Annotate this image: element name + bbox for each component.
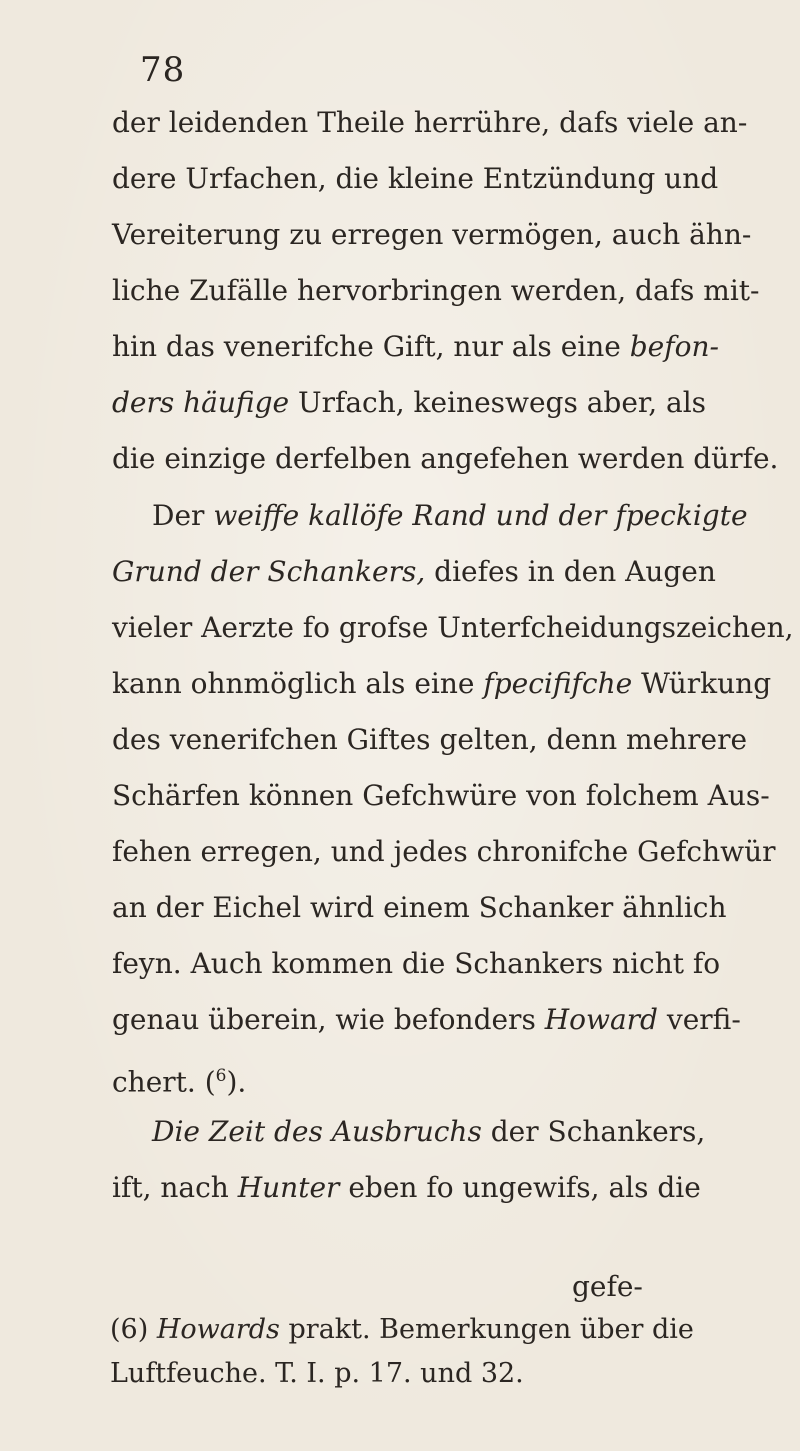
text-segment: ift, nach	[112, 1171, 229, 1204]
footnote-marker: (6)	[110, 1314, 149, 1345]
text-line-15: an der Eichel wird einem Schanker ähnlich	[112, 891, 727, 924]
italic-segment: Grund der Schankers,	[112, 555, 426, 588]
page-number: 78	[140, 50, 186, 90]
text-line-19	[152, 1114, 705, 1150]
text-segment: eben fo ungewifs, als die	[348, 1171, 701, 1204]
text-line-2: dere Urfachen, die kleine Entzündung und	[112, 162, 719, 195]
text-line-12: des venerifchen Giftes gelten, denn mehrere	[112, 723, 748, 756]
text-segment: Würkung	[641, 667, 772, 700]
text-line-4: liche Zufälle hervorbringen werden, dafs mit-	[112, 274, 760, 307]
italic-segment: und der fpeckigte	[495, 499, 748, 532]
text-line-17	[112, 1002, 741, 1038]
italic-segment: Howard	[544, 1003, 658, 1036]
text-segment: genau überein, wie befonders	[112, 1003, 536, 1036]
text-line-1: der leidenden Theile herrühre, dafs viele an-	[112, 106, 748, 139]
text-line-11	[112, 666, 771, 702]
text-line-20	[112, 1170, 701, 1206]
text-segment: verfi-	[666, 1003, 741, 1036]
text-segment: ).	[226, 1065, 247, 1099]
text-line-8	[152, 498, 748, 534]
text-line-5	[112, 329, 719, 365]
text-line-18	[112, 1058, 246, 1100]
text-segment: kann ohnmöglich als eine	[112, 667, 475, 700]
footnote-text: prakt. Bemerkungen über die	[288, 1314, 694, 1345]
italic-segment: befon-	[629, 330, 719, 363]
text-segment: hin das venerifche Gift, nur als eine	[112, 330, 621, 363]
text-segment: der Schankers,	[490, 1115, 706, 1148]
text-segment: chert. (	[112, 1065, 216, 1099]
footnote-line-2: Luftfeuche. T. I. p. 17. und 32.	[110, 1358, 524, 1389]
italic-segment: fpecififche	[483, 667, 633, 700]
footnote-line-1	[110, 1313, 694, 1347]
text-line-7: die einzige derfelben angefehen werden dürfe.	[112, 442, 779, 475]
text-line-9	[112, 554, 716, 590]
text-line-10: vieler Aerzte fo grofse Unterfcheidungszeichen,	[112, 611, 794, 644]
text-line-6	[112, 385, 706, 421]
footnote-author: Howards	[156, 1314, 280, 1345]
text-line-14: fehen erregen, und jedes chronifche Gefchwür	[112, 835, 776, 868]
text-line-13: Schärfen können Gefchwüre von folchem Aus-	[112, 779, 770, 812]
footnote-ref: 6	[215, 1066, 227, 1086]
text-line-16: feyn. Auch kommen die Schankers nicht fo	[112, 947, 721, 980]
italic-segment: weiffe kallöfe Rand	[213, 499, 487, 532]
text-segment: Der	[152, 499, 205, 532]
italic-segment: Die Zeit des Ausbruchs	[152, 1115, 482, 1148]
text-segment: Urfach, keineswegs aber, als	[297, 386, 707, 419]
italic-segment: Hunter	[237, 1171, 340, 1204]
catchword: gefe-	[572, 1270, 643, 1303]
text-segment: diefes in den Augen	[434, 555, 716, 588]
text-line-3: Vereiterung zu erregen vermögen, auch ähn-	[112, 218, 752, 251]
italic-segment: ders häufige	[112, 386, 290, 419]
